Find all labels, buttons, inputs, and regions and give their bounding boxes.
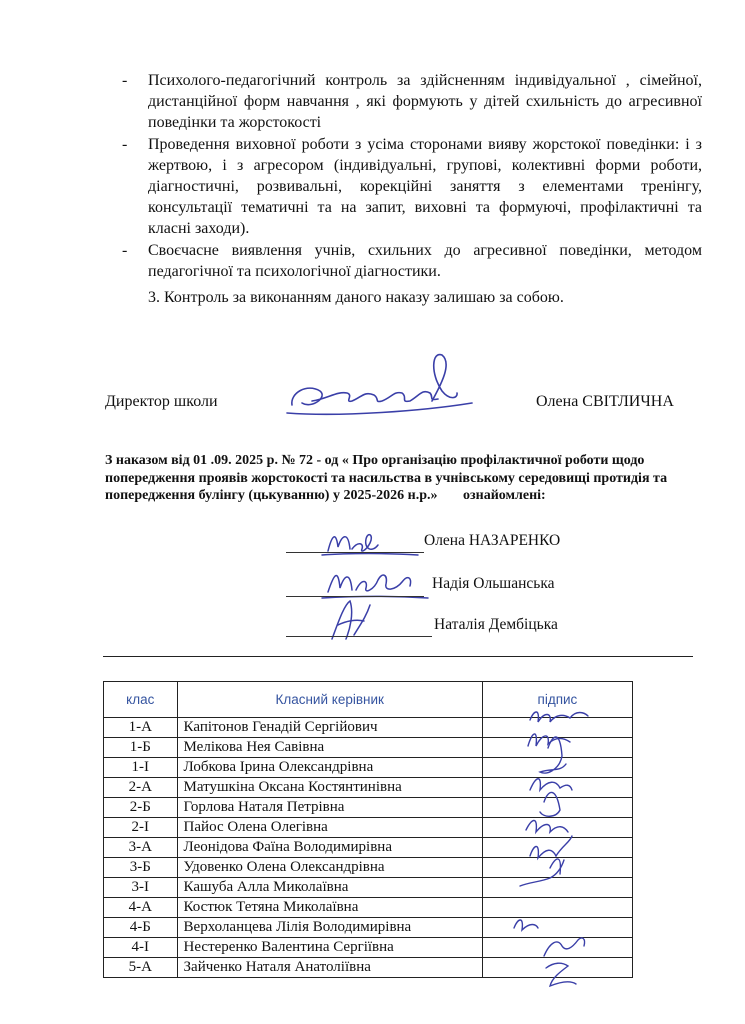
signature-nazarenko	[318, 525, 428, 560]
teacher-cell: Нестеренко Валентина Сергіївна	[177, 938, 482, 958]
signature-line	[286, 552, 424, 553]
list-item-text: Психолого-педагогічний контроль за здійсненням індивідуальної , сімейної, дистанційної форм навчання , які формують у дітей схильність до агресивної поведінки та жорстокості	[148, 72, 702, 131]
class-cell: 3-Б	[104, 858, 178, 878]
signatory-name: Олена НАЗАРЕНКО	[424, 532, 561, 549]
class-cell: 3-І	[104, 878, 178, 898]
class-cell: 1-А	[104, 718, 178, 738]
header-class: клас	[104, 682, 178, 718]
table-signatures	[500, 706, 600, 991]
teacher-cell: Горлова Наталя Петрівна	[177, 798, 482, 818]
class-cell: 2-І	[104, 818, 178, 838]
teacher-cell: Костюк Тетяна Миколаївна	[177, 898, 482, 918]
teacher-cell: Матушкіна Оксана Костянтинівна	[177, 778, 482, 798]
teacher-cell: Мелікова Нея Савівна	[177, 738, 482, 758]
class-cell: 2-Б	[104, 798, 178, 818]
class-cell: 4-І	[104, 938, 178, 958]
class-cell: 2-А	[104, 778, 178, 798]
teacher-cell: Зайченко Наталя Анатоліївна	[177, 958, 482, 978]
class-cell: 1-Б	[104, 738, 178, 758]
control-clause: 3. Контроль за виконанням даного наказу залишаю за собою.	[148, 289, 564, 306]
signature-dembitska	[320, 595, 390, 645]
list-item-text: Проведення виховної роботи з усіма сторонами вияву жорстокої поведінки: і з жертвою, і з агресором (індивідуальні, групові, колективні форми роботи, діагностичні, розвивальні, корекційні заняття з елементами тренінгу, консультації тематичні та на запит, виховні та формуючі, профілактичні та класні заходи).	[148, 136, 702, 237]
director-label: Директор школи	[105, 393, 218, 410]
list-item: - Проведення виховної роботи з усіма сторонами вияву жорстокої поведінки: і з жертвою, і з агресором (індивідуальні, групові, колективні форми роботи, діагностичні, розвивальні, корекційні заняття з елементами тренінгу, консультації тематичні та на запит, виховні та формуючі, профілактичні та класні заходи).	[122, 136, 702, 237]
list-item-text: Своєчасне виявлення учнів, схильних до агресивної поведінки, методом педагогічної та психологічної діагностики.	[148, 242, 702, 280]
divider	[103, 656, 693, 657]
teacher-cell: Леонідова Фаїна Володимирівна	[177, 838, 482, 858]
signatory-name: Наталія Дембіцька	[434, 616, 558, 633]
signatory-name: Надія Ольшанська	[432, 575, 555, 592]
class-cell: 5-А	[104, 958, 178, 978]
list-item: - Психолого-педагогічний контроль за здійсненням індивідуальної , сімейної, дистанційної форм навчання , які формують у дітей схильність до агресивної поведінки та жорстокості	[122, 72, 702, 131]
class-cell: 3-А	[104, 838, 178, 858]
signature-line	[286, 636, 432, 637]
list-item: - Своєчасне виявлення учнів, схильних до агресивної поведінки, методом педагогічної та психологічної діагностики.	[122, 242, 702, 280]
acknowledgement-text: З наказом від 01 .09. 2025 р. № 72 - од « Про організацію профілактичної роботи щодо попередження проявів жорстокості та насильства в учнівському середовищі протидія та попередження булінгу (цькуванню) у 2025-2026 н.р.» ознайомлені:	[105, 453, 668, 503]
director-name: Олена СВІТЛИЧНА	[536, 393, 674, 410]
header-signature: підпис	[482, 682, 632, 718]
header-teacher: Класний керівник	[177, 682, 482, 718]
teacher-cell: Удовенко Олена Олександрівна	[177, 858, 482, 878]
class-cell: 4-А	[104, 898, 178, 918]
teacher-cell: Верхоланцева Лілія Володимирівна	[177, 918, 482, 938]
teacher-cell: Капітонов Генадій Сергійович	[177, 718, 482, 738]
teacher-cell: Лобкова Ірина Олександрівна	[177, 758, 482, 778]
director-signature	[282, 343, 532, 423]
measures-list	[122, 70, 702, 283]
class-cell: 4-Б	[104, 918, 178, 938]
teacher-cell: Кашуба Алла Миколаївна	[177, 878, 482, 898]
class-cell: 1-І	[104, 758, 178, 778]
teacher-cell: Пайос Олена Олегівна	[177, 818, 482, 838]
